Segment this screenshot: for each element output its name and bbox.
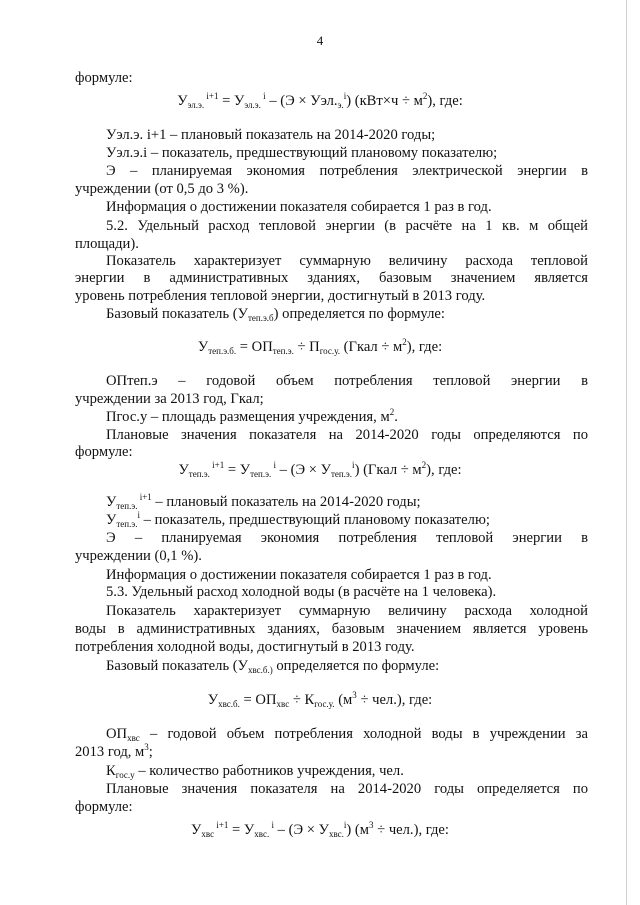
text-line (106, 127, 435, 144)
text-run: ОПтеп.э – годовой объем потребления тепловой энергии в (106, 373, 588, 389)
subscript: эл.э. (244, 100, 261, 110)
text-run: формуле: (75, 70, 133, 86)
text-run: воды в административных зданиях, базовым значением является уровень (75, 621, 588, 637)
subscript: э. (337, 100, 344, 110)
text-run: У (178, 462, 189, 478)
section-heading (106, 218, 588, 235)
text-line (75, 639, 415, 656)
text-run: Э – планируемая экономия потребления тепловой энергии в (106, 530, 588, 546)
formula (0, 93, 640, 110)
subscript: теп.э.б. (208, 346, 237, 356)
text-run: – (Э × У (275, 462, 331, 478)
superscript: i (269, 820, 274, 830)
text-run: Информация о достижении показателя собирается 1 раз в год. (106, 567, 492, 583)
text-run: ) (Гкал ÷ м (354, 462, 422, 478)
superscript: i (343, 820, 347, 830)
subscript: хвс (276, 699, 290, 709)
text-run: площади). (75, 236, 139, 252)
text-line (106, 373, 588, 390)
subscript: хвс (201, 829, 215, 839)
superscript: 2 (422, 91, 428, 101)
text-line (75, 236, 139, 253)
text-run: = У (228, 822, 255, 838)
text-line (106, 763, 404, 780)
text-line (106, 530, 588, 547)
text-run: ÷ П (293, 339, 320, 355)
superscript: i (352, 460, 355, 470)
text-run: = У (218, 93, 245, 109)
superscript: 3 (144, 742, 149, 752)
text-run: Базовый показатель (У (106, 306, 248, 322)
text-run: ; (148, 744, 153, 760)
text-line (106, 494, 421, 511)
subscript: гос.у. (319, 346, 341, 356)
page-edge-line (626, 0, 627, 905)
text-run: определяется по формуле: (272, 658, 440, 674)
text-run: ) (кВт×ч ÷ м (346, 93, 423, 109)
superscript: 2 (421, 460, 427, 470)
text-run: Показатель характеризует суммарную величину расхода холодной (106, 603, 588, 619)
subscript: хвс. (328, 829, 344, 839)
text-run: ÷ чел.), где: (356, 692, 433, 708)
text-line (75, 288, 485, 305)
text-run: ÷ К (289, 692, 315, 708)
text-run: = ОП (239, 692, 277, 708)
text-run: ОП (106, 726, 128, 742)
text-line (106, 567, 492, 584)
text-line (106, 658, 439, 675)
text-run: – годовой объем потребления холодной воды в учреждении за (139, 726, 588, 742)
text-line (75, 391, 264, 408)
text-run: – количество работников учреждения, чел. (134, 763, 404, 779)
subscript: теп.э.б (247, 313, 274, 323)
text-line (75, 181, 248, 198)
text-run: ), где: (427, 93, 463, 109)
superscript: 2 (402, 337, 407, 347)
text-run: потребления холодной воды, достигнутый в 2013 году. (75, 639, 415, 655)
text-run: формуле: (75, 799, 133, 815)
subscript: теп.э. (250, 469, 272, 479)
subscript: гос.у (115, 770, 135, 780)
subscript: эл.э. (187, 100, 205, 110)
text-run: (Гкал ÷ м (340, 339, 403, 355)
text-run: Плановые значения показателя на 2014-2020 годы определяется по (106, 781, 588, 797)
text-line (106, 163, 588, 180)
superscript: 2 (389, 407, 395, 417)
superscript: i+1 (204, 91, 219, 101)
page-number: 4 (316, 33, 324, 48)
text-run: У (207, 692, 219, 708)
text-line (75, 270, 588, 287)
formula (0, 462, 640, 479)
text-line (106, 781, 588, 798)
text-run: ) определяется по формуле: (273, 306, 445, 322)
subscript: гос.у. (314, 699, 335, 709)
subscript: хвс.б.) (247, 665, 273, 675)
text-run: ), где: (426, 462, 462, 478)
superscript: 3 (369, 820, 374, 830)
text-run: У (106, 494, 117, 510)
text-run: – плановый показатель на 2014-2020 годы; (151, 494, 421, 510)
text-run: У (106, 512, 117, 528)
text-run: Базовый показатель (У (106, 658, 248, 674)
subscript: теп.э. (330, 469, 353, 479)
superscript: 3 (352, 690, 357, 700)
text-line (75, 799, 133, 816)
text-line (75, 70, 133, 87)
text-run: уровень потребления тепловой энергии, достигнутый в 2013 году. (75, 288, 486, 304)
formula (0, 339, 640, 356)
subscript: теп.э. (188, 469, 210, 479)
text-run: Уэл.э. i+1 – плановый показатель на 2014-2020 годы; (106, 127, 436, 143)
subscript: теп.э. (272, 346, 294, 356)
text-line (106, 145, 497, 162)
text-run: ), где: (406, 339, 443, 355)
text-run: – (Э × Уэл. (265, 93, 338, 109)
text-run: . (394, 409, 398, 425)
text-run: Э – планируемая экономия потребления электрической энергии в (106, 163, 588, 179)
text-run: У (191, 822, 202, 838)
superscript: i+1 (214, 820, 229, 830)
text-run: Плановые значения показателя на 2014-2020 годы определяются по (106, 427, 588, 443)
text-line (106, 306, 445, 323)
text-run: – (Э × У (274, 822, 329, 838)
text-run: К (106, 763, 116, 779)
formula (0, 692, 640, 709)
text-line (75, 548, 202, 565)
subscript: теп.э. (116, 519, 138, 529)
superscript: i (271, 460, 276, 470)
text-line (75, 444, 133, 461)
text-run: ÷ чел.), где: (373, 822, 449, 838)
section-heading (106, 584, 496, 601)
text-line (106, 603, 588, 620)
text-line (106, 726, 588, 743)
superscript: i (260, 91, 266, 101)
text-run: Информация о достижении показателя собирается 1 раз в год. (106, 199, 492, 215)
subscript: хвс. (254, 829, 270, 839)
text-run: = У (224, 462, 251, 478)
superscript: i+1 (137, 492, 152, 502)
subscript: хвс (127, 733, 140, 743)
text-run: учреждении за 2013 год, Гкал; (75, 391, 264, 407)
text-run: У (177, 93, 188, 109)
subscript: хвс.б. (218, 699, 240, 709)
text-line (106, 199, 492, 216)
superscript: i (137, 510, 140, 520)
text-run: Уэл.э.i – показатель, предшествующий плановому показателю; (106, 145, 498, 161)
text-run: Пгос.у – площадь размещения учреждения, м (106, 409, 390, 425)
text-line (75, 621, 588, 638)
text-run: формуле: (75, 444, 133, 460)
text-line (106, 253, 588, 270)
text-line (75, 744, 153, 761)
text-run: – показатель, предшествующий плановому показателю; (139, 512, 490, 528)
text-run: учреждении (от 0,5 до 3 %). (75, 181, 249, 197)
text-run: (м (334, 692, 353, 708)
text-run: = ОП (236, 339, 273, 355)
subscript: теп.э. (116, 501, 138, 511)
superscript: i (343, 91, 347, 101)
formula (0, 822, 640, 839)
text-run: энергии в административных зданиях, базовым значением является (75, 270, 588, 286)
superscript: i+1 (209, 460, 225, 470)
text-run: 5.2. Удельный расход тепловой энергии (в расчёте на 1 кв. м общей (106, 218, 588, 234)
text-run: Показатель характеризует суммарную величину расхода тепловой (106, 253, 588, 269)
text-line (106, 512, 490, 529)
text-run: учреждении (0,1 %). (75, 548, 202, 564)
text-run: 5.3. Удельный расход холодной воды (в расчёте на 1 человека). (106, 584, 497, 600)
text-run: У (197, 339, 209, 355)
text-run: ) (м (346, 822, 370, 838)
text-run: 2013 год, м (75, 744, 145, 760)
text-line (106, 427, 588, 444)
text-line (106, 409, 398, 426)
